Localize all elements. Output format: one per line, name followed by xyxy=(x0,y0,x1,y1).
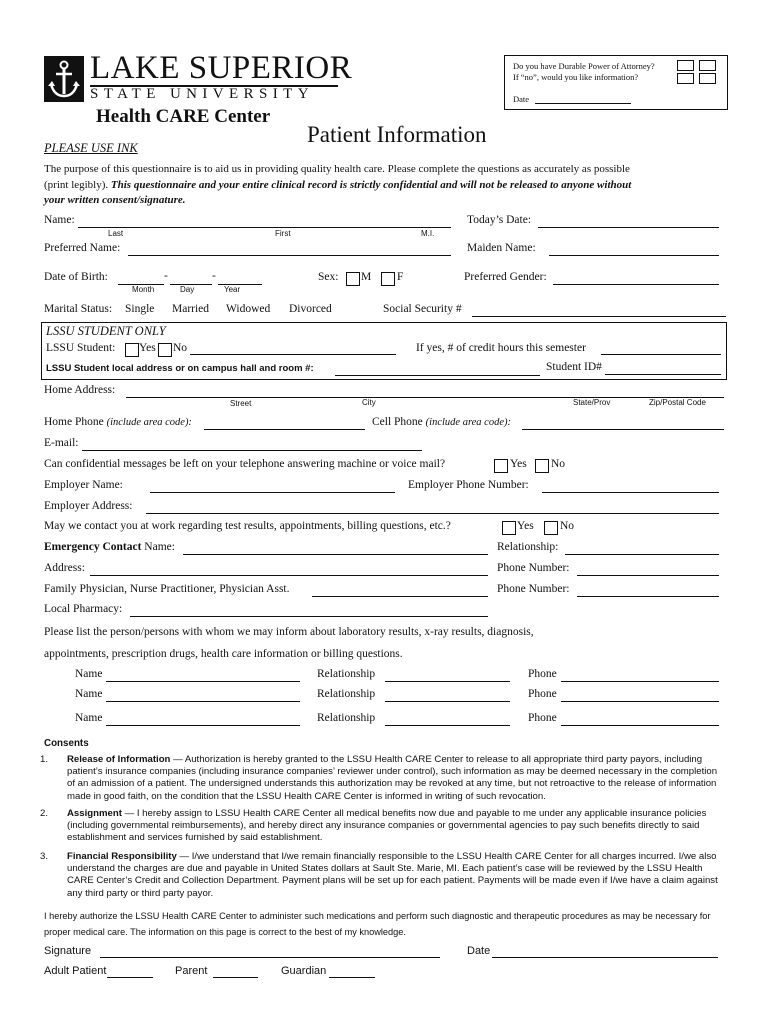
authorize-text: I hereby authorize the LSSU Health CARE Center to administer such medications and perform such diagnostic and therapeutic procedures as may be necessary for proper medical care. The information on this page is correct to the best of my knowledge. xyxy=(44,911,711,937)
work-contact-yes-label: Yes xyxy=(517,520,534,532)
dob-month-hint: Month xyxy=(132,285,155,294)
parent-input[interactable] xyxy=(213,977,258,978)
poa-followup: If “no”, would you like information? xyxy=(513,72,639,82)
employer-address-input[interactable] xyxy=(146,513,719,514)
ssn-label: Social Security # xyxy=(383,303,462,315)
poa-box xyxy=(504,55,728,110)
inform-name-label: Name xyxy=(75,688,103,700)
emergency-address-label: Address: xyxy=(44,562,85,574)
inform-name-input[interactable] xyxy=(106,681,300,682)
inform-relationship-input[interactable] xyxy=(385,701,510,702)
signature-date-label: Date xyxy=(467,945,491,957)
student-id-label: Student ID# xyxy=(546,361,602,373)
poa-check-3[interactable] xyxy=(677,73,694,84)
consents-heading: Consents xyxy=(44,738,89,749)
poa-date-line[interactable] xyxy=(535,103,631,104)
employer-name-input[interactable] xyxy=(150,492,395,493)
confidential-no-label: No xyxy=(551,458,566,470)
dob-dash-2: - xyxy=(212,270,216,282)
marital-widowed[interactable]: Widowed xyxy=(226,303,271,315)
sex-m-checkbox[interactable] xyxy=(346,272,360,286)
local-pharmacy-input[interactable] xyxy=(130,616,488,617)
emergency-address-input[interactable] xyxy=(90,575,488,576)
inform-name-label: Name xyxy=(75,712,103,724)
dob-day-hint: Day xyxy=(180,285,195,294)
confidential-yes-label: Yes xyxy=(510,458,527,470)
student-yes-label: Yes xyxy=(139,342,156,354)
credit-hours-label: If yes, # of credit hours this semester xyxy=(416,342,586,354)
preferred-gender-label: Preferred Gender: xyxy=(464,271,547,283)
dob-label: Date of Birth: xyxy=(44,271,108,283)
name-label: Name: xyxy=(44,214,75,226)
signature-label: Signature xyxy=(44,945,92,957)
emergency-contact-label xyxy=(44,541,175,553)
consent-body: — I hereby assign to LSSU Health CARE Center all medical benefits now due and payable to me under any applicable insurance policies (including governmental reimbursements), and hereby direct any insurance companies or governmental agencies to pay such benefits directly to said establishment and services furnished by said establishment. xyxy=(67,808,707,844)
marital-single[interactable]: Single xyxy=(125,303,155,315)
maiden-name-label: Maiden Name: xyxy=(467,242,536,254)
form-title: Patient Information xyxy=(307,122,487,147)
preferred-gender-input[interactable] xyxy=(553,284,719,285)
name-first-hint: First xyxy=(275,229,291,238)
student-no-line[interactable] xyxy=(190,354,396,355)
consent-num: 1. xyxy=(40,754,49,765)
student-yes-checkbox[interactable] xyxy=(125,343,139,357)
guardian-input[interactable] xyxy=(329,977,375,978)
inform-name-label: Name xyxy=(75,668,103,680)
inform-phone-label: Phone xyxy=(528,668,557,680)
intro-line-1: The purpose of this questionnaire is to aid us in providing quality health care. Please complete the questions as accurately as possible xyxy=(44,163,630,175)
consent-item-3 xyxy=(40,851,730,901)
consent-title: Financial Responsibility xyxy=(67,851,177,862)
please-use-ink: PLEASE USE INK xyxy=(44,141,138,155)
employer-phone-label: Employer Phone Number: xyxy=(408,479,529,491)
student-heading: LSSU STUDENT ONLY xyxy=(46,324,166,338)
physician-label: Family Physician, Nurse Practitioner, Physician Asst. xyxy=(44,583,290,595)
emergency-relationship-input[interactable] xyxy=(565,554,719,555)
emergency-contact-name: Name: xyxy=(141,541,175,553)
home-phone-label xyxy=(44,416,192,428)
consent-title: Assignment xyxy=(67,808,122,819)
confidential-no-checkbox[interactable] xyxy=(535,459,549,473)
employer-address-label: Employer Address: xyxy=(44,500,133,512)
inform-line-1: Please list the person/persons with whom we may inform about laboratory results, x-ray results, diagnosis, xyxy=(44,626,534,638)
adult-patient-label: Adult Patient xyxy=(44,965,107,977)
work-contact-no-label: No xyxy=(560,520,575,532)
home-phone-input[interactable] xyxy=(204,429,365,430)
inform-phone-input[interactable] xyxy=(561,725,719,726)
consent-item-2 xyxy=(40,808,730,848)
preferred-name-input[interactable] xyxy=(128,255,451,256)
logo xyxy=(44,50,353,106)
inform-relationship-input[interactable] xyxy=(385,681,510,682)
marital-divorced[interactable]: Divorced xyxy=(289,303,332,315)
inform-phone-input[interactable] xyxy=(561,701,719,702)
university-sub: STATE UNIVERSITY xyxy=(90,86,314,102)
inform-relationship-label: Relationship xyxy=(317,712,376,724)
emergency-relationship-label: Relationship: xyxy=(497,541,559,553)
cell-phone-input[interactable] xyxy=(522,429,724,430)
email-label: E-mail: xyxy=(44,437,79,449)
home-address-label: Home Address: xyxy=(44,384,116,396)
consent-num: 3. xyxy=(40,851,49,862)
employer-name-label: Employer Name: xyxy=(44,479,123,491)
inform-phone-input[interactable] xyxy=(561,681,719,682)
work-contact-yes-checkbox[interactable] xyxy=(502,521,516,535)
poa-check-4[interactable] xyxy=(699,73,716,84)
dob-dash-1: - xyxy=(164,270,168,282)
home-address-city-hint: City xyxy=(362,398,376,407)
sex-label: Sex: xyxy=(318,271,339,283)
consent-text xyxy=(67,851,727,900)
physician-phone-input[interactable] xyxy=(577,596,719,597)
emergency-phone-label: Phone Number: xyxy=(497,562,570,574)
sex-f-checkbox[interactable] xyxy=(381,272,395,286)
inform-phone-label: Phone xyxy=(528,688,557,700)
name-input[interactable] xyxy=(78,227,451,228)
work-contact-question: May we contact you at work regarding test results, appointments, billing questions, etc.? xyxy=(44,520,451,532)
consent-text xyxy=(67,754,727,803)
home-phone-text: Home Phone xyxy=(44,416,104,428)
confidential-yes-checkbox[interactable] xyxy=(494,459,508,473)
marital-status-label: Marital Status: xyxy=(44,303,113,315)
dob-year-hint: Year xyxy=(224,285,241,294)
poa-question: Do you have Durable Power of Attorney? xyxy=(513,61,655,71)
maiden-name-input[interactable] xyxy=(549,255,719,256)
todays-date-input[interactable] xyxy=(538,227,719,228)
student-no-label: No xyxy=(173,342,188,354)
local-pharmacy-label: Local Pharmacy: xyxy=(44,603,123,615)
adult-patient-input[interactable] xyxy=(107,977,153,978)
confidential-question: Can confidential messages be left on your telephone answering machine or voice mail? xyxy=(44,458,446,470)
inform-phone-label: Phone xyxy=(528,712,557,724)
sex-m-label: M xyxy=(361,271,372,283)
campus-address-input[interactable] xyxy=(335,375,540,376)
name-last-hint: Last xyxy=(108,229,124,238)
student-id-input[interactable] xyxy=(605,374,721,375)
intro-line-2 xyxy=(44,179,631,191)
preferred-name-label: Preferred Name: xyxy=(44,242,121,254)
university-name: LAKE SUPERIOR xyxy=(90,50,353,86)
email-input[interactable] xyxy=(82,450,422,451)
consent-body: — I/we understand that I/we remain financially responsible to the LSSU Health CARE Center for all charges incurred. I/we also understand the charges are due and payable in United States dollars at Sault Ste. Marie, MI. Each patient’s case will be reviewed by the LSSU Health CARE Center’s Credit and Collection Department. Payment plans will be set up for each patient. Payments will be made even if I/we have a claim against any third party or third party payor. xyxy=(67,851,718,899)
signature-input[interactable] xyxy=(100,957,440,958)
guardian-label: Guardian xyxy=(281,965,327,977)
intro-line-2-italic: This questionnaire and your entire clinical record is strictly confidential and will not be released to anyone without xyxy=(110,179,632,191)
intro-line-2-plain: (print legibly). xyxy=(44,179,111,191)
emergency-name-input[interactable] xyxy=(183,554,488,555)
consent-text xyxy=(67,808,727,845)
physician-phone-label: Phone Number: xyxy=(497,583,570,595)
campus-address-label: LSSU Student local address or on campus hall and room #: xyxy=(46,363,314,374)
inform-relationship-label: Relationship xyxy=(317,688,376,700)
poa-check-2[interactable] xyxy=(699,60,716,71)
physician-input[interactable] xyxy=(312,596,488,597)
home-address-zip-hint: Zip/Postal Code xyxy=(649,398,706,407)
consent-num: 2. xyxy=(40,808,49,819)
signature-date-input[interactable] xyxy=(492,957,718,958)
work-contact-no-checkbox[interactable] xyxy=(544,521,558,535)
emergency-phone-input[interactable] xyxy=(577,575,719,576)
inform-name-input[interactable] xyxy=(106,701,300,702)
emergency-contact-bold: Emergency Contact xyxy=(44,541,142,553)
ssn-input[interactable] xyxy=(472,316,726,317)
home-address-street-hint: Street xyxy=(230,399,252,408)
employer-phone-input[interactable] xyxy=(542,492,719,493)
marital-married[interactable]: Married xyxy=(172,303,210,315)
poa-date-label: Date xyxy=(513,94,530,104)
home-address-input[interactable] xyxy=(126,397,724,398)
cell-phone-note: (include area code): xyxy=(425,417,511,428)
student-no-checkbox[interactable] xyxy=(158,343,172,357)
home-address-state-hint: State/Prov xyxy=(573,398,611,407)
consent-title: Release of Information xyxy=(67,754,171,765)
name-mi-hint: M.I. xyxy=(421,229,435,238)
student-label: LSSU Student: xyxy=(46,342,116,354)
inform-relationship-label: Relationship xyxy=(317,668,376,680)
poa-check-1[interactable] xyxy=(677,60,694,71)
inform-relationship-input[interactable] xyxy=(385,725,510,726)
anchor-icon xyxy=(44,56,84,102)
home-phone-note: (include area code): xyxy=(106,417,192,428)
parent-label: Parent xyxy=(175,965,208,977)
cell-phone-label xyxy=(372,416,511,428)
inform-line-2: appointments, prescription drugs, health care information or billing questions. xyxy=(44,648,403,660)
inform-name-input[interactable] xyxy=(106,725,300,726)
center-name: Health CARE Center xyxy=(96,106,271,127)
consent-item-1 xyxy=(40,754,730,804)
sex-f-label: F xyxy=(397,271,404,283)
todays-date-label: Today’s Date: xyxy=(467,214,532,226)
intro-line-3: your written consent/signature. xyxy=(44,194,186,206)
cell-phone-text: Cell Phone xyxy=(372,416,423,428)
credit-hours-input[interactable] xyxy=(601,354,721,355)
consent-body: — Authorization is hereby granted to the LSSU Health CARE Center to release to all appropriate third party payors, including patient’s insurance companies (including insurance companies’ reviewer under control), such information as may be deemed necessary in the completion of an admission of a patient. The undersigned understands this authorization may be revoked at any time, but not retroactive to the release of information made in good faith, on the condition that the LSSU Health CARE Center is informed in writing of such revocation. xyxy=(67,754,718,802)
